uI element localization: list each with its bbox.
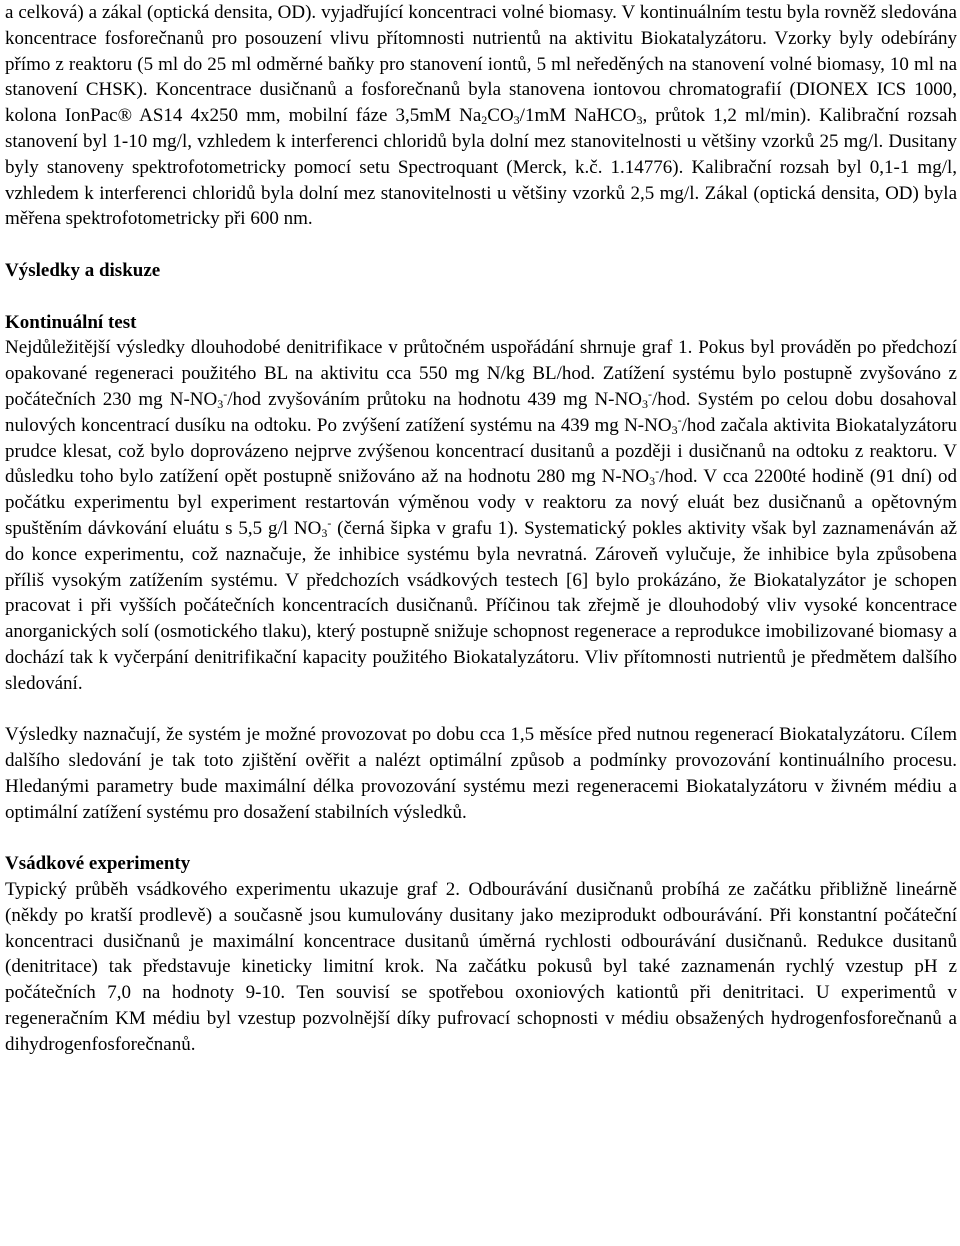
- section-heading-results: Výsledky a diskuze: [5, 259, 161, 281]
- conclusion-paragraph: Výsledky naznačují, že systém je možné provozovat po dobu cca 1,5 měsíce před nutnou regenerací Biokatalyzátoru. Cílem dalšího sledování je tak toto zjištění ověřit a nalézt optimální způsob a podmínky provozování kontinuálního procesu. Hledanými parametry bude maximální délka provozování systému mezi regeneracemi Biokatalyzátoru v živném médiu a optimální zatížení systému pro dosažení stabilních výsledků.: [5, 724, 957, 823]
- spacer: [5, 232, 957, 258]
- spacer: [5, 826, 957, 852]
- continuous-results-paragraph: Nejdůležitější výsledky dlouhodobé denitrifikace v průtočném uspořádání shrnuje graf 1. Pokus byl prováděn po předchozí opakované regeneraci použitého BL na aktivitu cca 550 mg N/kg BL/hod. Zatížení systému bylo postupně zvyšováno z počátečních 230 mg $N-NO_3^-$/hod zvyšováním průtoku na hodnotu 439 mg $N-NO_3^-$/hod. Systém po celou dobu dosahoval nulových koncentrací dusíku na odtoku. Po zvýšení zatížení systému na 439 mg $N-NO_3^-$/hod začala aktivita Biokatalyzátoru prudce klesat, což bylo doprovázeno nejprve zvýšenou koncentrací dusitanů a později i dusičnanů na odtoku z reaktoru. V důsledku toho bylo zatížení opět postupně snižováno až na hodnotu 280 mg $N-NO_3^-$/hod. V cca 2200té hodině (91 dní) od počátku experimentu byl experiment restartován výměnou vody v reaktoru za nový eluát bez dusičnanů a opětovným spuštěním dávkování eluátu s 5,5 g/l $NO_3^-$ (černá šipka v grafu 1). Systematický pokles aktivity však byl zaznamenáván až do konce experimentu, což naznačuje, že inhibice systému byla nevratná. Zároveň vylučuje, že inhibice byla způsobena příliš vysokým zatížením systému. V předchozích vsádkových testech [6] bylo prokázáno, že Biokatalyzátor je schopen pracovat i při vyšších počátečních koncentracích dusičnanů. Příčinou tak zřejmě je dlouhodobý vliv vysoké koncentrace anorganických solí (osmotického tlaku), který postupně snižuje schopnost regenerace a reprodukce imobilizované biomasy a dochází tak k vyčerpání denitrifikační kapacity použitého Biokatalyzátoru. Vliv přítomnosti nutrientů je předmětem dalšího sledování.: [5, 337, 957, 694]
- subsection-heading-continuous: Kontinuální test: [5, 311, 137, 333]
- spacer: [5, 697, 957, 723]
- batch-paragraph: Typický průběh vsádkového experimentu ukazuje graf 2. Odbourávání dusičnanů probíhá ze začátku přibližně lineárně (někdy po kratší prodlevě) a současně jsou kumulovány dusitany jako meziprodukt odbourávání. Při konstantní počáteční koncentraci dusičnanů je maximální koncentrace dusitanů úměrná rychlosti odbourávání dusičnanů. Redukce dusitanů (denitritace) tak představuje kineticky limitní krok. Na začátku pokusů byl také zaznamenán rychlý vzestup pH z počátečních 7,0 na hodnoty 9-10. Ten souvisí se spotřebou oxoniových kationtů při denitritaci. U experimentů v regeneračním KM médiu byl vzestup pozvolnější díky pufrovací schopnosti v médiu obsažených hydrogenfosforečnanů a dihydrogenfosforečnanů.: [5, 879, 957, 1055]
- subsection-heading-batch: Vsádkové experimenty: [5, 853, 191, 875]
- methods-paragraph: a celková) a zákal (optická densita, OD). vyjadřující koncentraci volné biomasy. V kontinuálním testu byla rovněž sledována koncentrace fosforečnanů pro posouzení vlivu přítomnosti nutrientů na aktivitu Biokatalyzátoru. Vzorky byly odebírány přímo z reaktoru (5 ml do 25 ml odměrné baňky pro stanovení iontů, 5 ml neředěných na stanovení volné biomasy, 10 ml na stanovení CHSK). Koncentrace dusičnanů a fosforečnanů byla stanovena iontovou chromatografií (DIONEX ICS 1000, kolona IonPac® AS14 4x250 mm, mobilní fáze 3,5mM $Na_2CO_3/1mM$ NaHCO$_3$, průtok 1,2 ml/min). Kalibrační rozsah stanovení byl 1-10 mg/l, vzhledem k interferenci chloridů byla dolní mez stanovitelnosti u většiny vzorků 25 mg/l. Dusitany byly stanoveny spektrofotometricky pomocí setu Spectroquant (Merck, k.č. 1.14776). Kalibrační rozsah byl 0,1-1 mg/l, vzhledem k interferenci chloridů byla dolní mez stanovitelnosti u většiny vzorků 2,5 mg/l. Zákal (optická densita, OD) byla měřena spektrofotometricky při 600 nm.: [5, 2, 957, 230]
- spacer: [5, 284, 957, 310]
